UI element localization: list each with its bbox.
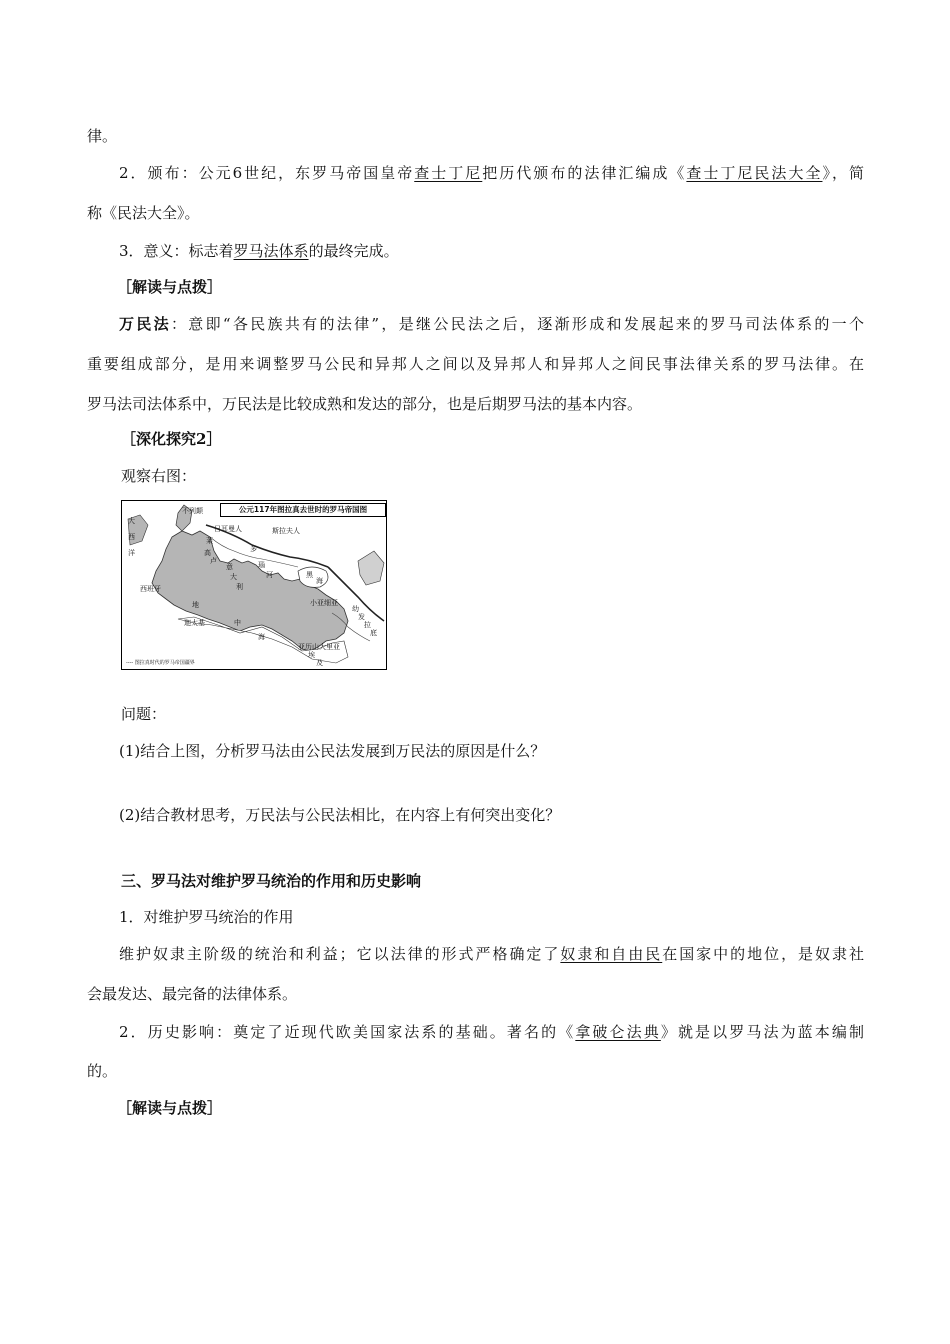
- map-label: 意: [226, 563, 233, 571]
- map-label: 莱: [206, 537, 213, 545]
- text-span: 》，简: [822, 164, 864, 182]
- paragraph-continuation: 律。: [87, 127, 118, 145]
- list-item-2: [119, 163, 864, 183]
- text-span: 把历代颁布的法律汇编成《: [482, 164, 687, 182]
- section-item-1: 1．对维护罗马统治的作用: [119, 908, 294, 926]
- underlined-term: 查士丁尼民法大全: [686, 164, 823, 182]
- list-item-3: [119, 241, 399, 261]
- question-1: (1)结合上图，分析罗马法由公民法发展到万民法的原因是什么？: [119, 742, 546, 760]
- definition-line-2: 重要组成部分，是用来调整罗马公民和异邦人之间以及异邦人和异邦人之间民事法律关系的罗马法律。在: [87, 355, 864, 373]
- map-label: 迦太基: [184, 619, 205, 627]
- map-label: 卢: [210, 557, 217, 565]
- text-span: 在国家中的地位，是奴隶社: [662, 945, 864, 963]
- map-graphic: [122, 501, 386, 669]
- map-label: 及: [316, 659, 323, 667]
- underlined-term: 罗马法体系: [233, 242, 309, 260]
- map-label: 大: [230, 573, 237, 581]
- section-heading: ［解读与点拨］: [117, 278, 223, 296]
- map-label: 不列颠: [182, 507, 203, 515]
- roman-empire-map: [121, 500, 387, 670]
- map-label: 日耳曼人: [214, 525, 242, 533]
- map-label: 斯拉夫人: [272, 527, 300, 535]
- section-heading: ［深化探究2］: [121, 430, 222, 448]
- map-label: 地: [192, 601, 199, 609]
- map-label: 拉: [364, 621, 371, 629]
- instruction-text: 观察右图：: [121, 467, 197, 485]
- map-label: 河: [266, 571, 273, 579]
- map-label: 洋: [128, 549, 135, 557]
- section-item-2: [119, 1022, 864, 1042]
- definition-line-1: [119, 314, 864, 334]
- map-label: 海: [316, 577, 323, 585]
- map-label: 大: [128, 517, 135, 525]
- text-span: 》就是以罗马法为蓝本编制: [660, 1023, 864, 1041]
- map-label: 底: [370, 629, 377, 637]
- map-label: 埃: [308, 651, 315, 659]
- map-label: 利: [236, 583, 243, 591]
- map-title: 公元117年图拉真去世时的罗马帝国图: [220, 503, 386, 517]
- question-2: (2)结合教材思考，万民法与公民法相比，在内容上有何突出变化？: [119, 806, 561, 824]
- definition-line-3: 罗马法司法体系中，万民法是比较成熟和发达的部分，也是后期罗马法的基本内容。: [87, 395, 643, 413]
- map-label: 西: [128, 533, 135, 541]
- section-heading: ［解读与点拨］: [117, 1099, 223, 1117]
- section-item-2-continuation: 的。: [87, 1062, 118, 1080]
- map-label: 黑: [306, 571, 313, 579]
- underlined-term: 查士丁尼: [414, 164, 483, 182]
- text-span: 3．意义：标志着: [119, 242, 234, 260]
- underlined-term: 拿破仑法典: [575, 1023, 661, 1041]
- section-paragraph-1-continuation: 会最发达、最完备的法律体系。: [87, 985, 298, 1003]
- text-span: 维护奴隶主阶级的统治和利益；它以法律的形式严格确定了: [119, 945, 561, 963]
- defined-term: 万民法: [119, 315, 171, 333]
- map-label: 发: [358, 613, 365, 621]
- question-label: 问题：: [121, 705, 167, 723]
- section-title: 三、罗马法对维护罗马统治的作用和历史影响: [121, 872, 422, 890]
- map-label: 高: [204, 549, 211, 557]
- map-label: 中: [234, 619, 241, 627]
- map-label: 亚历山大里亚: [298, 643, 340, 651]
- list-item-2-continuation: 称《民法大全》。: [87, 204, 200, 222]
- map-label: 瑙: [258, 561, 265, 569]
- underlined-term: 奴隶和自由民: [560, 945, 663, 963]
- map-legend: ---- 图拉真时代的罗马帝国疆界: [126, 660, 195, 666]
- map-label: 小亚细亚: [310, 599, 338, 607]
- text-span: 的最终完成。: [308, 242, 399, 260]
- map-label: 多: [250, 545, 257, 553]
- eastern-land: [358, 551, 384, 585]
- text-span: 2．颁布：公元6世纪，东罗马帝国皇帝: [119, 164, 415, 182]
- map-label: 幼: [352, 605, 359, 613]
- text-span: 2．历史影响：奠定了近现代欧美国家法系的基础。著名的《: [119, 1023, 576, 1041]
- text-span: ：意即“各民族共有的法律”，是继公民法之后，逐渐形成和发展起来的罗马司法体系的一个: [170, 315, 864, 333]
- section-paragraph-1: [119, 944, 864, 964]
- map-label: 海: [258, 633, 265, 641]
- map-label: 西班牙: [140, 585, 161, 593]
